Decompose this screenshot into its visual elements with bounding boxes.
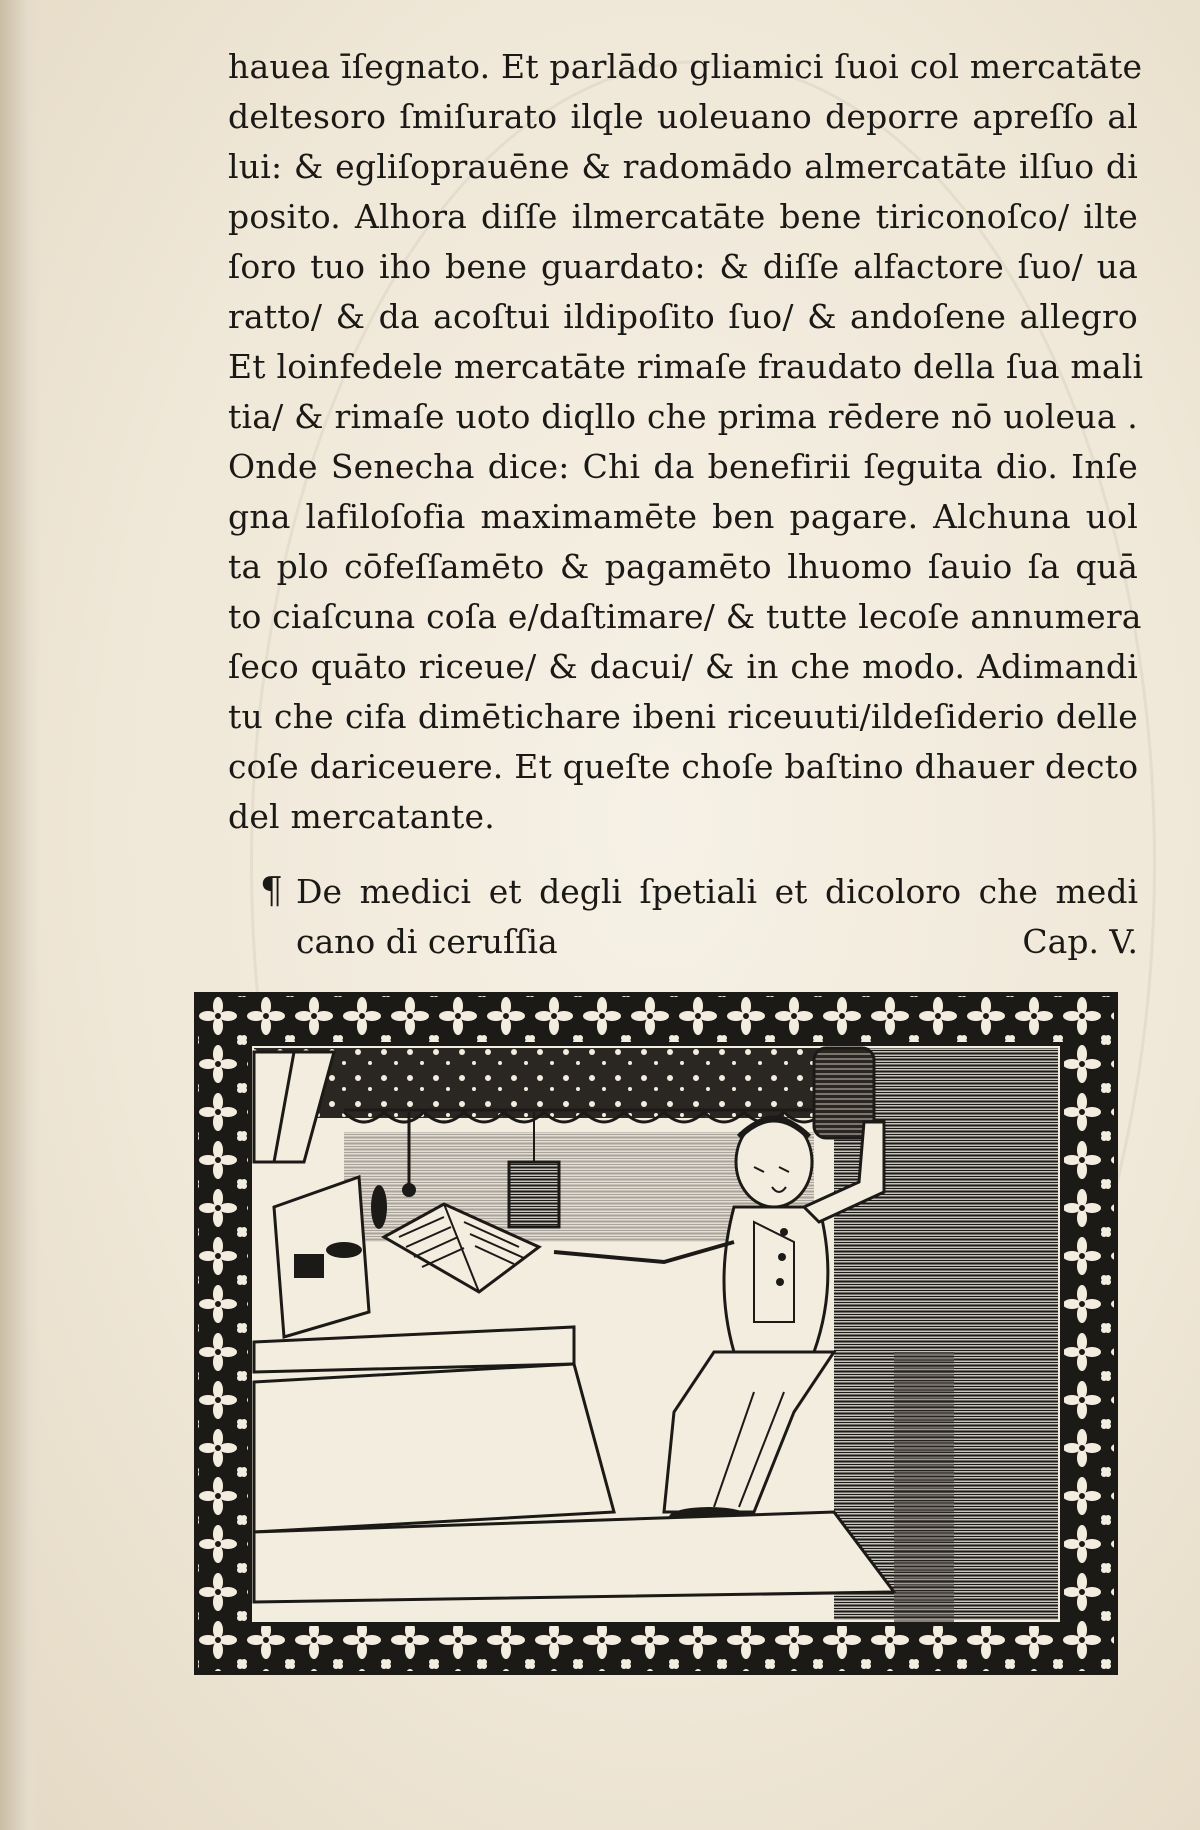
heading-line: De medici et degli ſpetiali et dicoloro che medi xyxy=(296,872,1138,911)
body-text xyxy=(228,42,1144,842)
text-line: coſe dariceuere. Et queſte choſe baſtino dhauer decto xyxy=(228,747,1139,786)
text-line: Onde Senecha dice: Chi da benefirii ſeguita dio. Inſe xyxy=(228,447,1138,486)
text-line: tia/ & rimaſe uoto diqllo che prima rēdere nō uoleua . xyxy=(228,397,1138,436)
text-line: gna lafiloſofia maximamēte ben pagare. Alchuna uol xyxy=(228,497,1138,536)
apothecary-woodcut xyxy=(194,992,1118,1675)
page-gutter xyxy=(0,0,40,1830)
heading-line: cano di ceruſſia xyxy=(296,922,558,961)
text-line: tu che cifa dimētichare ibeni riceuuti/ildeſiderio delle xyxy=(228,697,1138,736)
pilcrow-mark: ¶ xyxy=(260,871,283,912)
text-line: ſeco quāto riceue/ & dacui/ & in che modo. Adimandi xyxy=(228,647,1138,686)
text-line: ta plo cōfeſſamēto & pagamēto lhuomo ſauio ſa quā xyxy=(228,547,1138,586)
text-line: deltesoro ſmiſurato ilqle uoleuano deporre apreſſo al xyxy=(228,97,1138,136)
chapter-heading xyxy=(260,867,1138,967)
text-line: ratto/ & da acoſtui ildipoſito ſuo/ & andoſene allegro xyxy=(228,297,1138,336)
text-line: ſoro tuo iho bene guardato: & diſſe alfactore ſuo/ ua xyxy=(228,247,1138,286)
text-line: posito. Alhora diſſe ilmercatāte bene tiriconoſco/ ilte xyxy=(228,197,1138,236)
text-line: hauea īſegnato. Et parlādo gliamici ſuoi col mercatāte xyxy=(228,47,1143,86)
text-line: Et loinfedele mercatāte rimaſe fraudato della ſua mali xyxy=(228,347,1144,386)
text-line: lui: & egliſoprauēne & radomādo almercatāte ilſuo di xyxy=(228,147,1138,186)
text-line: to ciaſcuna coſa e/daſtimare/ & tutte lecoſe annumera xyxy=(228,597,1142,636)
chapter-number: Cap. V. xyxy=(1022,922,1138,961)
text-line: del mercatante. xyxy=(228,797,495,836)
